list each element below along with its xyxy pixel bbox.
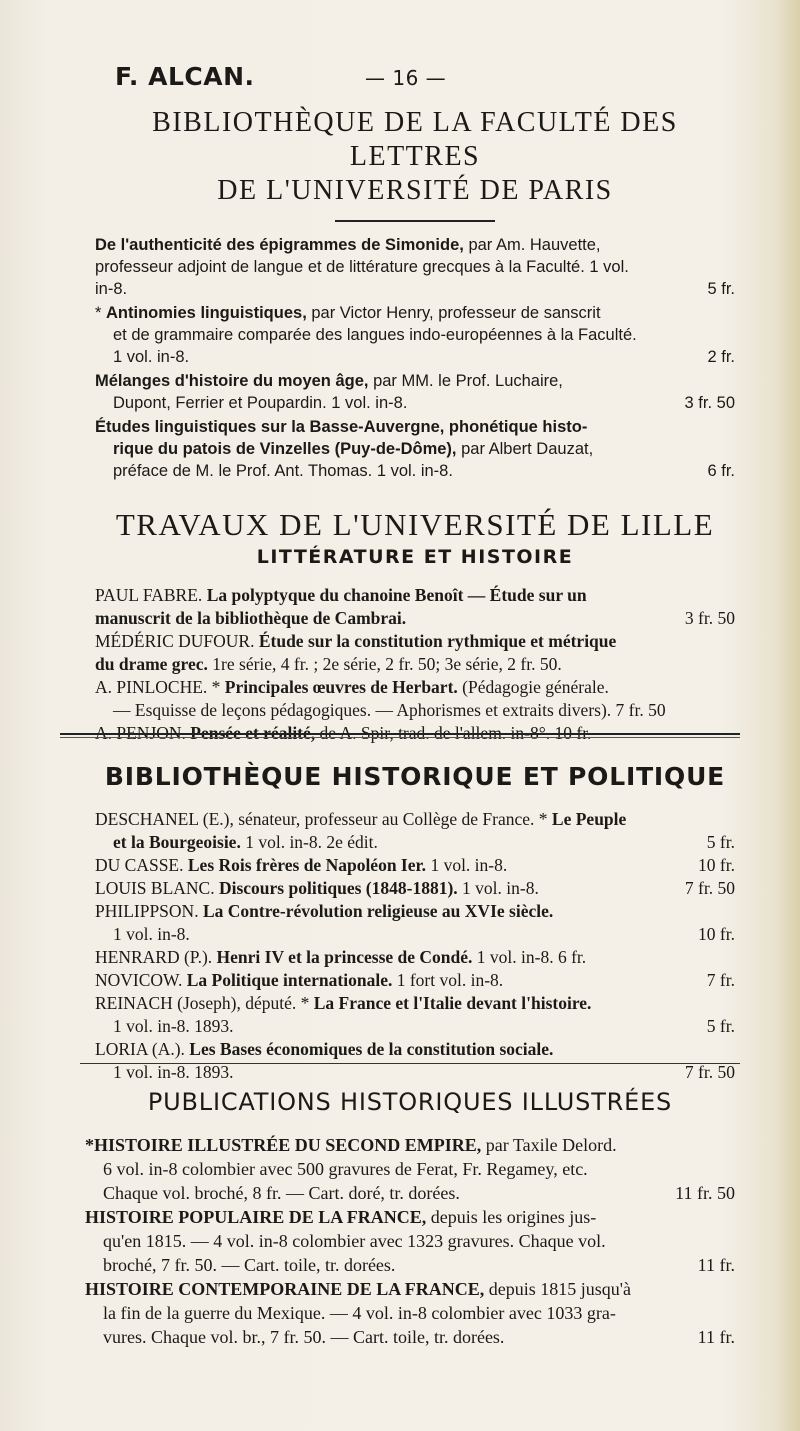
book-author: HENRARD (P.). <box>95 947 217 967</box>
book-price: 5 fr. <box>707 280 735 298</box>
book-author: DU CASSE. <box>95 855 188 875</box>
list-item <box>95 302 735 368</box>
section-divider <box>60 733 740 738</box>
book-price: 1re série, 4 fr. ; 2e série, 2 fr. 50; 3e série, 2 fr. 50. <box>207 654 562 674</box>
book-price: 10 fr. <box>698 855 735 875</box>
section-title-line1: BIBLIOTHÈQUE DE LA FACULTÉ DES LETTRES <box>152 107 678 172</box>
list-item <box>95 234 735 300</box>
book-title: Le Peuple <box>551 809 627 829</box>
book-description: et de grammaire comparée des langues indo-européennes à la Faculté. <box>113 326 637 344</box>
asterisk-mark: * <box>95 304 107 322</box>
list-item <box>95 854 735 877</box>
book-format: broché, 7 fr. 50. — Cart. toile, tr. dorées. <box>103 1255 396 1275</box>
book-description: depuis 1815 jusqu'à <box>484 1279 631 1299</box>
book-description: qu'en 1815. — 4 vol. in-8 colombier avec 1323 gravures. Chaque vol. <box>103 1231 606 1251</box>
book-title-cont: et la Bourgeoisie. <box>113 832 241 852</box>
book-author: par MM. le Prof. Luchaire, <box>368 372 563 390</box>
book-description: — Esquisse de leçons pédagogiques. — Aphorismes et extraits divers). 7 fr. 50 <box>113 700 666 720</box>
book-title: La polyptyque du chanoine Benoît — Étude sur un <box>202 585 587 605</box>
book-author: PAUL FABRE. <box>95 585 203 605</box>
section-title: PUBLICATIONS HISTORIQUES ILLUSTRÉES <box>147 1088 673 1116</box>
book-title: Henri IV et la princesse de Condé. <box>216 947 473 967</box>
book-price: 6 fr. <box>707 462 735 480</box>
list-item <box>95 630 735 676</box>
book-format: 1 vol. in-8. 6 fr. <box>472 947 587 967</box>
book-title: Discours politiques (1848-1881). <box>218 878 458 898</box>
book-author: par Taxile Delord. <box>481 1135 617 1155</box>
book-author: REINACH (Joseph), député. * <box>95 993 314 1013</box>
book-format: Dupont, Ferrier et Poupardin. 1 vol. in-8. <box>113 394 408 412</box>
book-description: 6 vol. in-8 colombier avec 500 gravures de Ferat, Fr. Regamey, etc. <box>103 1159 588 1179</box>
book-author: LORIA (A.). <box>95 1039 190 1059</box>
list-item <box>85 1205 735 1277</box>
book-title: Les Bases économiques de la constitution sociale. <box>189 1039 554 1059</box>
book-format: 1 vol. in-8. 1893. <box>113 1062 234 1082</box>
book-description: de A. Spir, trad. de l'allem. in-8°. 10 fr. <box>315 723 592 743</box>
book-price: 11 fr. 50 <box>675 1183 735 1203</box>
book-price: 11 fr. <box>697 1255 735 1275</box>
book-description: professeur adjoint de langue et de littérature grecques à la Faculté. 1 vol. <box>95 258 629 276</box>
section-faculte-paris <box>95 106 735 482</box>
book-format: 1 vol. in-8. 1893. <box>113 1016 234 1036</box>
book-format: Chaque vol. broché, 8 fr. — Cart. doré, tr. dorées. <box>103 1183 460 1203</box>
book-price: 7 fr. <box>706 970 735 990</box>
list-item <box>95 808 735 854</box>
list-item <box>95 416 735 482</box>
book-title: De l'authenticité des épigrammes de Simonide, <box>95 236 464 254</box>
list-item <box>85 1277 735 1349</box>
list-item <box>95 992 735 1038</box>
book-title: Pensée et réalité, <box>185 723 316 743</box>
publisher-name: F. ALCAN. <box>115 62 255 91</box>
book-title: La France et l'Italie devant l'histoire. <box>313 993 592 1013</box>
book-price: 7 fr. 50 <box>684 1062 735 1082</box>
book-format: 1 vol. in-8. 2e édit. <box>240 832 378 852</box>
book-author: NOVICOW. <box>95 970 187 990</box>
book-author: DESCHANEL (E.), sénateur, professeur au Collège de France. * <box>95 809 552 829</box>
book-author: LOUIS BLANC. <box>95 878 219 898</box>
book-title: *HISTOIRE ILLUSTRÉE DU SECOND EMPIRE, <box>85 1135 482 1155</box>
list-item <box>95 946 735 969</box>
section-title: TRAVAUX DE L'UNIVERSITÉ DE LILLE <box>115 507 715 542</box>
book-price: 10 fr. <box>698 924 735 944</box>
list-item <box>95 584 735 630</box>
book-format: in-8. <box>95 280 128 298</box>
book-price: 7 fr. 50 <box>684 878 735 898</box>
book-price: 3 fr. 50 <box>684 608 735 628</box>
book-price: 3 fr. 50 <box>684 394 735 412</box>
page-number: — 16 — <box>365 66 447 90</box>
title-divider <box>335 220 495 222</box>
book-author: A. PENJON. <box>95 723 186 743</box>
section-divider <box>80 1063 740 1064</box>
book-description: la fin de la guerre du Mexique. — 4 vol. in-8 colombier avec 1033 gra- <box>103 1303 616 1323</box>
book-author: A. PINLOCHE. * <box>95 677 225 697</box>
list-item <box>95 969 735 992</box>
book-format: 1 vol. in-8. <box>457 878 539 898</box>
section-historique <box>95 760 735 1084</box>
list-item <box>85 1133 735 1205</box>
book-title-cont: rique du patois de Vinzelles (Puy-de-Dôme), <box>113 440 457 458</box>
section-lille <box>95 508 735 745</box>
book-author: PHILIPPSON. <box>95 901 203 921</box>
book-format: 1 vol. in-8. <box>113 348 190 366</box>
list-item <box>95 877 735 900</box>
book-title: La Politique internationale. <box>186 970 393 990</box>
book-title: Étude sur la constitution rythmique et métrique <box>254 631 617 651</box>
section-illustrees <box>85 1085 735 1349</box>
book-format: vures. Chaque vol. br., 7 fr. 50. — Cart. toile, tr. dorées. <box>103 1327 505 1347</box>
book-price: 5 fr. <box>706 1016 735 1036</box>
book-price: 5 fr. <box>706 832 735 852</box>
book-title-cont: du drame grec. <box>95 654 208 674</box>
book-description: depuis les origines jus- <box>426 1207 597 1227</box>
section-subtitle: LITTÉRATURE ET HISTOIRE <box>256 546 574 568</box>
book-title: Principales œuvres de Herbart. <box>224 677 458 697</box>
book-title: Les Rois frères de Napoléon Ier. <box>187 855 427 875</box>
book-author: MÉDÉRIC DUFOUR. <box>95 631 255 651</box>
book-title: Mélanges d'histoire du moyen âge, <box>95 372 369 390</box>
book-description: (Pédagogie générale. <box>457 677 609 697</box>
book-format: 1 vol. in-8. <box>113 924 190 944</box>
book-format: 1 fort vol. in-8. <box>392 970 504 990</box>
book-title-cont: manuscrit de la bibliothèque de Cambrai. <box>95 608 407 628</box>
book-title: La Contre-révolution religieuse au XVIe siècle. <box>202 901 554 921</box>
book-title: Antinomies linguistiques, <box>106 304 307 322</box>
book-author: par Victor Henry, professeur de sanscrit <box>306 304 601 322</box>
book-title: HISTOIRE CONTEMPORAINE DE LA FRANCE, <box>85 1279 485 1299</box>
section-title: BIBLIOTHÈQUE HISTORIQUE ET POLITIQUE <box>104 762 726 791</box>
book-author: par Am. Hauvette, <box>463 236 601 254</box>
book-format: préface de M. le Prof. Ant. Thomas. 1 vol. in-8. <box>113 462 453 480</box>
book-title: HISTOIRE POPULAIRE DE LA FRANCE, <box>85 1207 427 1227</box>
list-item <box>95 1038 735 1084</box>
book-author: par Albert Dauzat, <box>456 440 594 458</box>
book-price: 11 fr. <box>697 1327 735 1347</box>
list-item <box>95 676 735 722</box>
list-item <box>95 900 735 946</box>
section-title-line2: DE L'UNIVERSITÉ DE PARIS <box>217 175 613 206</box>
book-price: 2 fr. <box>707 348 735 366</box>
list-item <box>95 370 735 414</box>
book-format: 1 vol. in-8. <box>426 855 508 875</box>
book-title: Études linguistiques sur la Basse-Auvergne, phonétique histo- <box>95 418 588 436</box>
